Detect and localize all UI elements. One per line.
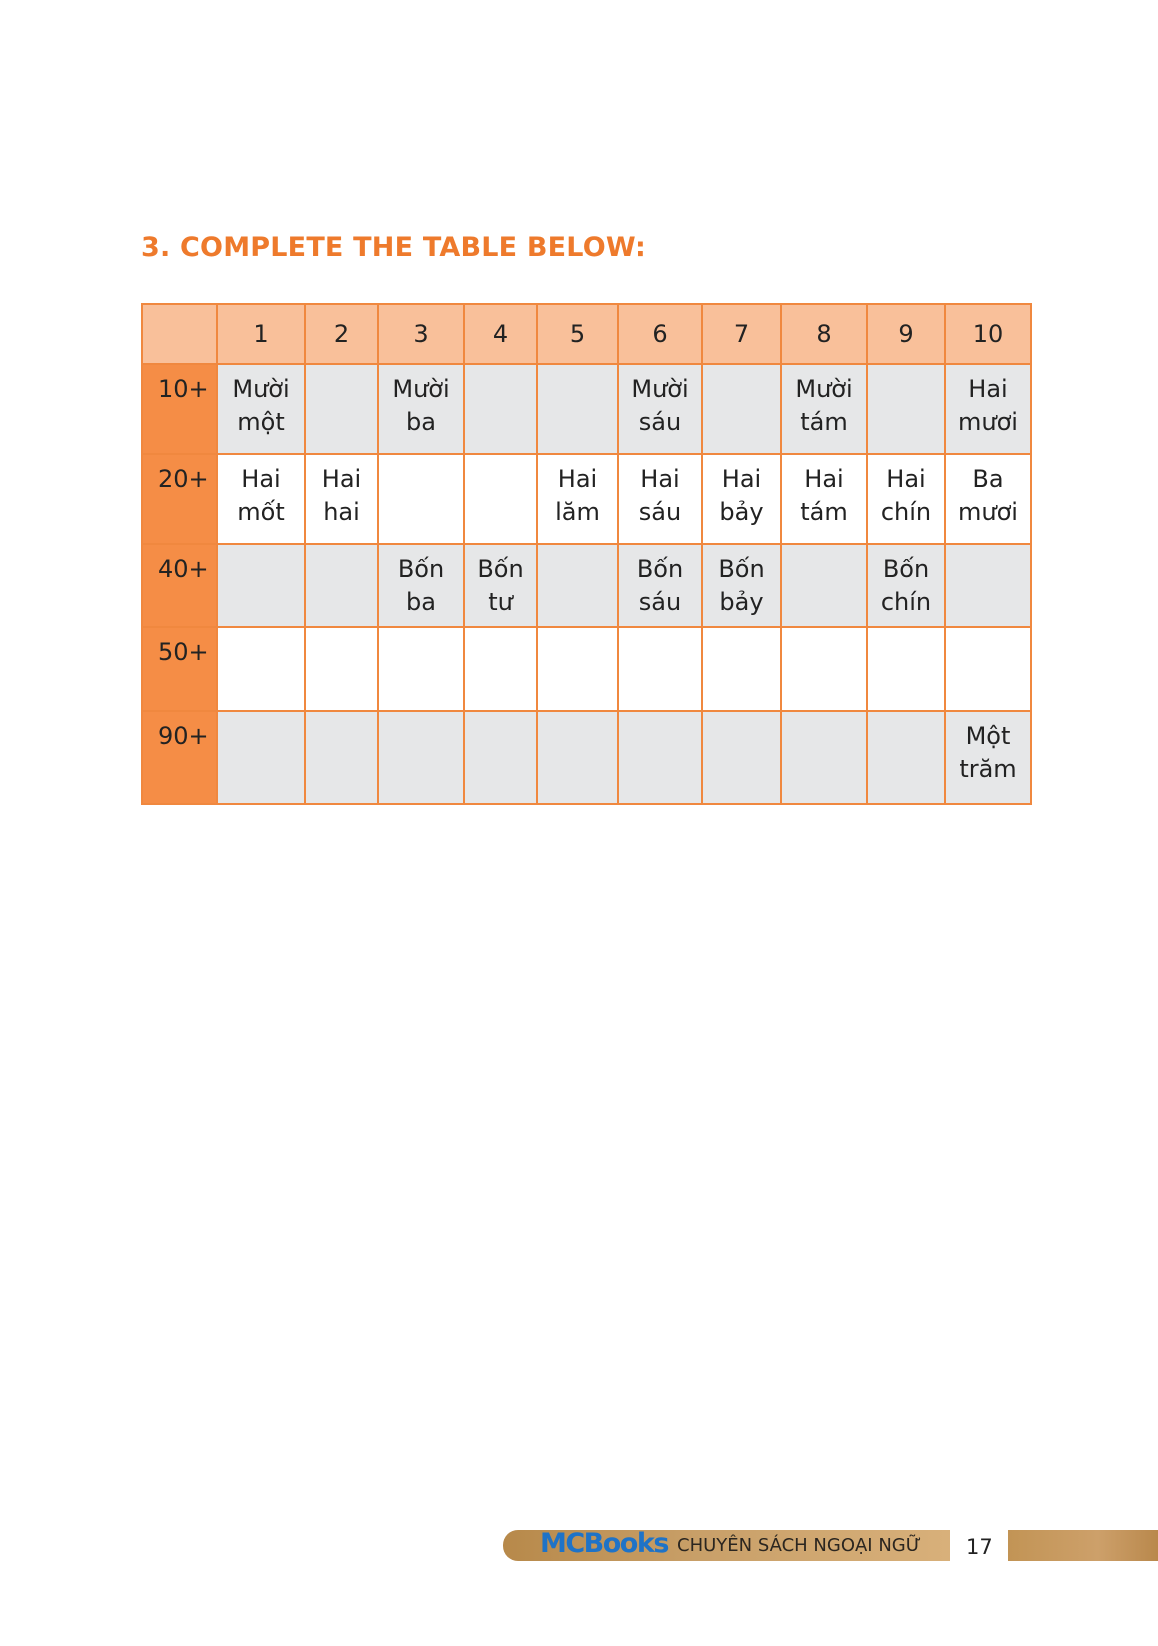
cell-text-line: Bốn [636, 555, 684, 583]
exercise-heading: 3. COMPLETE THE TABLE BELOW: [141, 232, 647, 263]
table-cell [217, 454, 305, 544]
cell-text-line: Bốn [718, 555, 765, 583]
cell-text-line: ba [406, 408, 436, 436]
cell-text-line: Mười [795, 375, 853, 403]
table-row [142, 544, 1031, 627]
table-cell [537, 454, 618, 544]
cell-text-line: Hai [640, 465, 680, 493]
table-cell [378, 711, 464, 804]
table-cell [945, 454, 1031, 544]
table-cell [781, 364, 867, 454]
cell-text-line: Ba [972, 465, 1004, 493]
column-header: 6 [618, 304, 702, 364]
table-cell [378, 544, 464, 627]
table-cell [305, 544, 378, 627]
table-cell [217, 711, 305, 804]
cell-text-line: Mười [631, 375, 689, 403]
table-cell [464, 711, 537, 804]
cell-text-line: bảy [719, 498, 764, 526]
column-header: 1 [217, 304, 305, 364]
table-cell [537, 711, 618, 804]
cell-text-line: Một [965, 722, 1011, 750]
cell-text-line: chín [880, 498, 932, 526]
cell-text-line: hai [323, 498, 360, 526]
table-header [142, 304, 1031, 364]
column-header: 9 [867, 304, 945, 364]
table-cell [378, 364, 464, 454]
row-header: 90+ [142, 711, 217, 804]
cell-text-line: Hai [721, 465, 762, 493]
publisher-tagline: CHUYÊN SÁCH NGOẠI NGỮ [677, 1535, 922, 1556]
table-cell [464, 454, 537, 544]
table-cell [945, 627, 1031, 711]
table-cell [305, 627, 378, 711]
publisher-logo: MCBooks [540, 1528, 668, 1559]
table-cell [305, 364, 378, 454]
column-header: 10 [945, 304, 1031, 364]
cell-text-line: chín [880, 588, 932, 616]
table-cell [867, 364, 945, 454]
page-number: 17 [966, 1535, 993, 1559]
table-cell [464, 627, 537, 711]
cell-text-line: Mười [392, 375, 450, 403]
table-cell [378, 454, 464, 544]
table-cell [945, 544, 1031, 627]
row-header: 10+ [142, 364, 217, 454]
row-header: 40+ [142, 544, 217, 627]
table-cell [945, 711, 1031, 804]
cell-text-line: ba [406, 588, 436, 616]
table-row [142, 627, 1031, 711]
table-cell [217, 627, 305, 711]
cell-text-line: lăm [555, 498, 600, 526]
table-cell [702, 627, 781, 711]
cell-text-line: Bốn [882, 555, 930, 583]
table-cell [618, 711, 702, 804]
cell-text-line: Hai [321, 465, 362, 493]
table-cell [702, 544, 781, 627]
table-cell [618, 454, 702, 544]
table-cell [464, 364, 537, 454]
table-cell [217, 364, 305, 454]
cell-text-line: mươi [958, 498, 1018, 526]
cell-text-line: Hai [968, 375, 1008, 403]
cell-text-line: trăm [959, 755, 1017, 783]
table-cell [867, 711, 945, 804]
table-cell [945, 364, 1031, 454]
table-cell [537, 627, 618, 711]
table-cell [618, 364, 702, 454]
cell-text-line: Hai [557, 465, 598, 493]
table-cell [702, 454, 781, 544]
row-header: 50+ [142, 627, 217, 711]
cell-text-line: Hai [241, 465, 281, 493]
table-cell [305, 711, 378, 804]
cell-text-line: sáu [638, 408, 682, 436]
cell-text-line: Bốn [477, 555, 524, 583]
header-corner-cell [142, 304, 217, 364]
table-cell [464, 544, 537, 627]
footer-accent-bar [1008, 1530, 1158, 1561]
cell-text-line: sáu [638, 588, 682, 616]
cell-text-line: Hai [804, 465, 844, 493]
table-cell [867, 544, 945, 627]
cell-text-line: tư [488, 588, 513, 616]
header-row [142, 304, 1031, 364]
table-cell [702, 364, 781, 454]
number-words-table [141, 303, 1032, 805]
cell-text-line: tám [800, 408, 848, 436]
column-header: 8 [781, 304, 867, 364]
table-row [142, 364, 1031, 454]
cell-text-line: mốt [237, 498, 285, 526]
table-body [142, 364, 1031, 804]
table-cell [305, 454, 378, 544]
table-cell [781, 627, 867, 711]
column-header: 4 [464, 304, 537, 364]
column-header: 5 [537, 304, 618, 364]
cell-text-line: bảy [719, 588, 764, 616]
cell-text-line: Hai [886, 465, 926, 493]
table-cell [537, 364, 618, 454]
table-cell [378, 627, 464, 711]
column-header: 7 [702, 304, 781, 364]
table-cell [781, 454, 867, 544]
table-cell [618, 544, 702, 627]
table-cell [537, 544, 618, 627]
table-cell [781, 544, 867, 627]
column-header: 2 [305, 304, 378, 364]
table-cell [781, 711, 867, 804]
table-cell [217, 544, 305, 627]
cell-text-line: Mười [232, 375, 290, 403]
column-header: 3 [378, 304, 464, 364]
table-cell [867, 627, 945, 711]
table-cell [867, 454, 945, 544]
row-header: 20+ [142, 454, 217, 544]
cell-text-line: tám [800, 498, 848, 526]
cell-text-line: sáu [638, 498, 682, 526]
cell-text-line: một [237, 408, 285, 436]
table-cell [702, 711, 781, 804]
table-row [142, 454, 1031, 544]
cell-text-line: Bốn [397, 555, 445, 583]
cell-text-line: mươi [958, 408, 1018, 436]
table-row [142, 711, 1031, 804]
table-cell [618, 627, 702, 711]
